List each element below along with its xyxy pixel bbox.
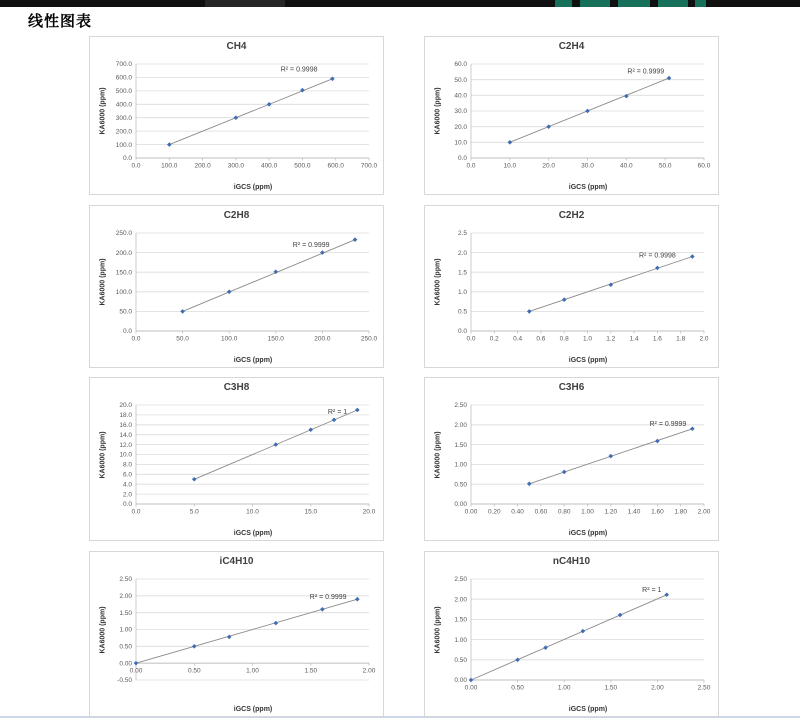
chart-panel-c3h8 (89, 377, 384, 541)
svg-text:2.00: 2.00 (454, 596, 467, 604)
svg-text:50.0: 50.0 (176, 335, 189, 343)
svg-text:0.0: 0.0 (466, 335, 476, 343)
svg-text:1.8: 1.8 (676, 335, 686, 343)
y-axis-title: KA6000 (ppm) (434, 605, 442, 654)
x-axis-title: iGCS (ppm) (233, 530, 273, 537)
svg-text:20.0: 20.0 (454, 123, 467, 131)
chart-title: C3H8 (223, 382, 250, 393)
page-title: 线性图表 (28, 13, 93, 30)
chart-panel-nc4h10 (424, 551, 719, 717)
svg-text:40.0: 40.0 (619, 162, 633, 170)
chart-title: C2H4 (558, 41, 585, 52)
svg-text:0.50: 0.50 (511, 684, 524, 692)
svg-text:16.0: 16.0 (119, 422, 132, 429)
svg-text:250.0: 250.0 (360, 335, 378, 343)
y-axis-title: KA6000 (ppm) (434, 430, 442, 479)
svg-text:500.0: 500.0 (294, 162, 311, 170)
svg-text:0.40: 0.40 (511, 508, 524, 516)
svg-text:150.0: 150.0 (115, 269, 132, 277)
svg-text:0.50: 0.50 (454, 481, 467, 489)
banner-accent-stripes (0, 0, 800, 7)
x-axis-title: iGCS (ppm) (568, 357, 608, 364)
x-axis-title: iGCS (ppm) (568, 184, 608, 191)
svg-text:14.0: 14.0 (119, 431, 132, 439)
svg-text:20.0: 20.0 (362, 508, 376, 516)
svg-text:0.8: 0.8 (559, 335, 569, 343)
svg-text:8.0: 8.0 (122, 461, 132, 469)
svg-text:500.0: 500.0 (115, 88, 132, 96)
svg-text:2.00: 2.00 (454, 422, 467, 429)
chart-title: nC4H10 (552, 556, 591, 567)
svg-text:400.0: 400.0 (260, 162, 278, 170)
svg-text:0.60: 0.60 (534, 508, 548, 516)
svg-text:1.0: 1.0 (582, 335, 593, 343)
svg-text:2.00: 2.00 (697, 508, 711, 516)
svg-text:0.0: 0.0 (122, 501, 132, 509)
svg-text:10.0: 10.0 (503, 162, 517, 170)
chart-panel-c2h2 (424, 205, 719, 368)
svg-text:200.0: 200.0 (194, 162, 211, 170)
y-axis-title: KA6000 (ppm) (99, 258, 107, 306)
scatter-plot (90, 552, 383, 716)
chart-panel-ic4h10 (89, 551, 384, 717)
svg-text:6.0: 6.0 (122, 471, 132, 479)
svg-text:R² = 0.9999: R² = 0.9999 (627, 68, 665, 76)
x-axis-title: iGCS (ppm) (568, 706, 608, 713)
svg-text:100.0: 100.0 (161, 162, 178, 170)
svg-text:0.0: 0.0 (131, 508, 141, 516)
svg-text:1.6: 1.6 (652, 335, 662, 343)
svg-text:1.40: 1.40 (627, 508, 641, 516)
chart-panel-ch4 (89, 36, 384, 195)
svg-text:1.00: 1.00 (119, 626, 132, 634)
svg-text:30.0: 30.0 (581, 162, 594, 170)
chart-panel-c3h6 (424, 377, 719, 541)
svg-text:300.0: 300.0 (115, 114, 132, 122)
svg-text:0.0: 0.0 (457, 328, 467, 336)
svg-text:700.0: 700.0 (360, 162, 378, 170)
svg-text:2.0: 2.0 (457, 249, 467, 257)
svg-text:1.50: 1.50 (604, 684, 618, 692)
svg-text:2.00: 2.00 (651, 684, 664, 692)
svg-text:1.50: 1.50 (119, 609, 132, 617)
svg-text:1.00: 1.00 (246, 667, 259, 675)
svg-text:1.4: 1.4 (629, 335, 639, 343)
svg-text:1.00: 1.00 (581, 508, 594, 516)
chart-title: C3H6 (558, 382, 585, 393)
svg-text:600.0: 600.0 (115, 74, 132, 82)
svg-text:600.0: 600.0 (327, 162, 344, 170)
svg-text:10.0: 10.0 (246, 508, 259, 516)
svg-text:60.0: 60.0 (454, 61, 467, 69)
svg-text:150.0: 150.0 (267, 335, 284, 343)
svg-text:1.60: 1.60 (651, 508, 664, 516)
svg-text:0.50: 0.50 (119, 643, 132, 651)
svg-text:R² = 1: R² = 1 (327, 408, 348, 416)
scatter-plot (425, 552, 718, 716)
svg-text:R² = 0.9999: R² = 0.9999 (292, 242, 330, 250)
svg-text:2.0: 2.0 (699, 335, 709, 343)
svg-text:1.00: 1.00 (557, 684, 571, 692)
svg-text:1.20: 1.20 (604, 508, 618, 516)
x-axis-title: iGCS (ppm) (233, 184, 273, 191)
svg-text:R² = 0.9998: R² = 0.9998 (639, 252, 676, 260)
svg-text:10.0: 10.0 (119, 451, 132, 459)
svg-text:0.00: 0.00 (464, 508, 478, 516)
y-axis-title: KA6000 (ppm) (434, 87, 442, 135)
svg-text:1.50: 1.50 (454, 616, 467, 624)
svg-text:1.5: 1.5 (457, 269, 467, 277)
chart-panel-c2h4 (424, 36, 719, 195)
svg-text:0.00: 0.00 (454, 501, 467, 509)
scatter-plot (425, 378, 718, 540)
svg-text:2.50: 2.50 (454, 402, 467, 410)
chart-title: C2H8 (223, 210, 250, 221)
svg-text:18.0: 18.0 (119, 412, 132, 420)
svg-text:2.50: 2.50 (454, 576, 467, 584)
svg-text:2.50: 2.50 (697, 684, 711, 692)
svg-text:0.2: 0.2 (489, 335, 499, 343)
svg-text:1.2: 1.2 (606, 335, 616, 343)
x-axis-title: iGCS (ppm) (233, 706, 273, 713)
svg-text:1.0: 1.0 (457, 289, 467, 296)
svg-text:2.5: 2.5 (457, 230, 467, 238)
svg-text:0.00: 0.00 (119, 660, 132, 668)
svg-text:2.00: 2.00 (362, 667, 376, 675)
svg-text:10.0: 10.0 (454, 139, 467, 147)
svg-text:20.0: 20.0 (119, 402, 132, 410)
svg-text:30.0: 30.0 (454, 108, 467, 116)
y-axis-title: KA6000 (ppm) (99, 87, 107, 135)
svg-text:200.0: 200.0 (115, 128, 132, 136)
svg-text:0.0: 0.0 (122, 155, 132, 163)
y-axis-title: KA6000 (ppm) (434, 258, 442, 306)
svg-text:0.0: 0.0 (131, 335, 141, 343)
svg-text:60.0: 60.0 (697, 162, 711, 170)
svg-text:40.0: 40.0 (454, 92, 467, 100)
scatter-plot (90, 206, 383, 367)
svg-text:5.0: 5.0 (189, 508, 199, 516)
chart-panel-c2h8 (89, 205, 384, 368)
svg-text:0.00: 0.00 (129, 667, 143, 675)
chart-title: C2H2 (558, 210, 585, 221)
svg-text:50.0: 50.0 (454, 76, 467, 84)
scatter-plot (90, 37, 383, 194)
x-axis-title: iGCS (ppm) (568, 530, 608, 537)
y-axis-title: KA6000 (ppm) (99, 430, 107, 479)
svg-text:50.0: 50.0 (658, 162, 672, 170)
svg-text:0.5: 0.5 (457, 308, 467, 316)
x-axis-title: iGCS (ppm) (233, 357, 273, 364)
svg-text:100.0: 100.0 (115, 289, 132, 296)
svg-text:0.00: 0.00 (454, 677, 467, 685)
svg-text:12.0: 12.0 (119, 441, 132, 449)
svg-text:100.0: 100.0 (221, 335, 238, 343)
svg-text:0.0: 0.0 (131, 162, 141, 170)
svg-text:250.0: 250.0 (115, 230, 132, 238)
svg-text:0.6: 0.6 (536, 335, 546, 343)
svg-text:200.0: 200.0 (115, 249, 132, 257)
scatter-plot (90, 378, 383, 540)
top-banner (0, 0, 800, 7)
svg-text:1.50: 1.50 (454, 441, 467, 449)
svg-text:1.00: 1.00 (454, 461, 467, 469)
chart-title: iC4H10 (219, 556, 254, 567)
svg-text:1.50: 1.50 (304, 667, 318, 675)
svg-text:R² = 0.9999: R² = 0.9999 (309, 594, 347, 602)
y-axis-title: KA6000 (ppm) (99, 605, 107, 654)
scatter-plot (425, 206, 718, 367)
svg-text:100.0: 100.0 (115, 141, 132, 149)
svg-text:400.0: 400.0 (115, 101, 132, 109)
svg-text:20.0: 20.0 (542, 162, 556, 170)
svg-text:1.00: 1.00 (454, 636, 467, 644)
svg-text:0.00: 0.00 (464, 684, 478, 692)
svg-text:50.0: 50.0 (119, 308, 132, 316)
chart-title: CH4 (226, 41, 247, 52)
svg-text:0.20: 0.20 (487, 508, 501, 516)
svg-text:0.4: 0.4 (513, 335, 523, 343)
svg-text:R² = 1: R² = 1 (642, 586, 662, 594)
svg-text:2.0: 2.0 (122, 491, 132, 499)
svg-text:2.00: 2.00 (119, 593, 132, 600)
svg-text:0.50: 0.50 (454, 657, 467, 664)
svg-text:4.0: 4.0 (122, 481, 132, 489)
svg-text:300.0: 300.0 (227, 162, 245, 170)
svg-text:0.80: 0.80 (557, 508, 571, 516)
svg-text:0.0: 0.0 (466, 162, 476, 170)
svg-text:15.0: 15.0 (304, 508, 318, 516)
svg-text:R² = 0.9998: R² = 0.9998 (280, 66, 318, 74)
svg-text:2.50: 2.50 (119, 576, 132, 584)
svg-text:0.0: 0.0 (122, 328, 132, 336)
svg-text:1.80: 1.80 (674, 508, 688, 516)
svg-text:-0.50: -0.50 (117, 677, 132, 685)
svg-text:0.50: 0.50 (187, 667, 201, 675)
svg-text:R² = 0.9999: R² = 0.9999 (649, 421, 687, 428)
svg-text:700.0: 700.0 (115, 61, 132, 69)
scatter-plot (425, 37, 718, 194)
svg-text:0.0: 0.0 (457, 155, 467, 163)
svg-text:200.0: 200.0 (314, 335, 331, 343)
